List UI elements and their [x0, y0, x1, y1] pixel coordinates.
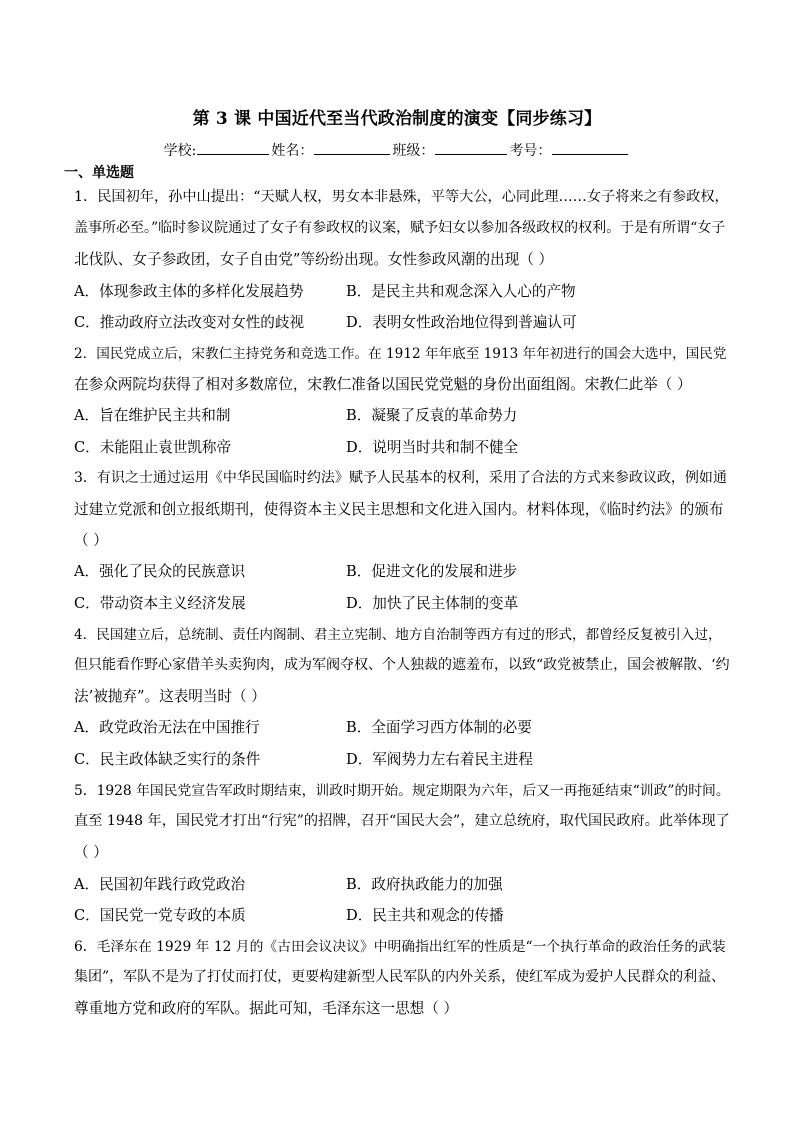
section-heading: 一、单选题 [64, 165, 134, 181]
question-2-option-b[interactable]: B．凝聚了反袁的革命势力 [346, 407, 518, 424]
question-3-option-c[interactable]: C．带动资本主义经济发展 [74, 595, 246, 612]
question-2-option-d[interactable]: D．说明当时共和制不健全 [346, 439, 519, 456]
question-4-line-3: 法’被抛弃”。这表明当时（ ） [74, 688, 266, 705]
question-1-option-b[interactable]: B．是民主共和观念深入人心的产物 [346, 283, 576, 300]
question-2-option-c[interactable]: C．未能阻止袁世凯称帝 [74, 439, 232, 456]
student-info-line [0, 140, 794, 160]
question-3-option-a[interactable]: A．强化了民众的民族意识 [74, 563, 246, 580]
page-title: 第 3 课 中国近代至当代政治制度的演变【同步练习】 [192, 109, 602, 129]
question-4-line-2: 但只能看作野心家借羊头卖狗肉，成为军阀夺权、个人独裁的遮羞布，以致“政党被禁止，国会被解散、‘约 [74, 657, 730, 673]
question-5-line-3: （ ） [74, 844, 108, 861]
question-1-line-2: 盖事所必至。”临时参议院通过了女子有参政权的议案，赋予妇女以参加各级政权的权利。于是有所谓“女子 [74, 220, 726, 236]
class-blank[interactable] [435, 142, 507, 155]
exam-no-blank[interactable] [552, 142, 628, 155]
question-1-line-3: 北伐队、女子参政团，女子自由党”等纷纷出现。女性参政风潮的出现（ ） [74, 251, 554, 268]
question-6-line-2: 集团”，军队不是为了打仗而打仗，更要构建新型人民军队的内外关系，使红军成为爱护人民群众的利益、 [74, 969, 726, 985]
question-5-option-c[interactable]: C．国民党一党专政的本质 [74, 907, 246, 924]
question-1-option-a[interactable]: A．体现参政主体的多样化发展趋势 [74, 283, 304, 300]
question-4-option-b[interactable]: B．全面学习西方体制的必要 [346, 719, 532, 736]
question-3-line-1: 3．有识之士通过运用《中华民国临时约法》赋予人民基本的权利，采用了合法的方式来参政议政，例如通 [74, 470, 727, 486]
class-label: 班级： [392, 143, 435, 159]
question-3-option-b[interactable]: B．促进文化的发展和进步 [346, 563, 518, 580]
question-4-option-a[interactable]: A．政党政治无法在中国推行 [74, 719, 260, 736]
question-4-line-1: 4．民国建立后，总统制、责任内阁制、君主立宪制、地方自治制等西方有过的形式，都曾经反复被引入过， [74, 627, 722, 643]
question-6-line-3: 尊重地方党和政府的军队。据此可知，毛泽东这一思想（ ） [74, 1000, 459, 1017]
question-4-option-c[interactable]: C．民主政体缺乏实行的条件 [74, 751, 261, 768]
question-5-line-1: 5．1928 年国民党宣告军政时期结束，训政时期开始。规定期限为六年，后又一再拖延结束“训政”的时间。 [74, 783, 730, 799]
question-2-line-1: 2．国民党成立后，宋教仁主持党务和竞选工作。在 1912 年年底至 1913 年年初进行的国会大选中，国民党 [74, 346, 727, 362]
question-3-line-2: 过建立党派和创立报纸期刊，使得资本主义民主思想和文化进入国内。材料体现，《临时约法》的颁布 [74, 501, 724, 518]
question-5-option-a[interactable]: A．民国初年践行政党政治 [74, 876, 246, 893]
name-blank[interactable] [314, 142, 390, 155]
question-3-line-3: （ ） [74, 532, 108, 549]
question-4-option-d[interactable]: D．军阀势力左右着民主进程 [346, 751, 533, 768]
question-5-option-d[interactable]: D．民主共和观念的传播 [346, 907, 504, 924]
question-1-option-d[interactable]: D．表明女性政治地位得到普遍认可 [346, 314, 577, 331]
question-2-line-2: 在参众两院均获得了相对多数席位，宋教仁准备以国民党党魁的身份出面组阁。宋教仁此举（ ） [74, 376, 692, 393]
question-2-option-a[interactable]: A．旨在维护民主共和制 [74, 407, 231, 424]
question-6-line-1: 6．毛泽东在 1929 年 12 月的《古田会议决议》中明确指出红军的性质是“一个执行革命的政治任务的武装 [74, 939, 726, 955]
question-1-line-1: 1．民国初年，孙中山提出：“天赋人权，男女本非悬殊，平等大公，心同此理……女子将来之有参政权， [74, 189, 729, 205]
name-label: 姓名： [271, 143, 314, 159]
exam-no-label: 考号： [509, 143, 552, 159]
question-1-option-c[interactable]: C．推动政府立法改变对女性的歧视 [74, 314, 305, 331]
school-blank[interactable] [197, 142, 269, 155]
question-5-option-b[interactable]: B．政府执政能力的加强 [346, 876, 503, 893]
school-label: 学校: [163, 143, 197, 159]
question-5-line-2: 直至 1948 年，国民党才打出“行宪”的招牌，召开“国民大会”，建立总统府，取代国民政府。此举体现了 [74, 813, 730, 829]
question-3-option-d[interactable]: D．加快了民主体制的变革 [346, 595, 519, 612]
